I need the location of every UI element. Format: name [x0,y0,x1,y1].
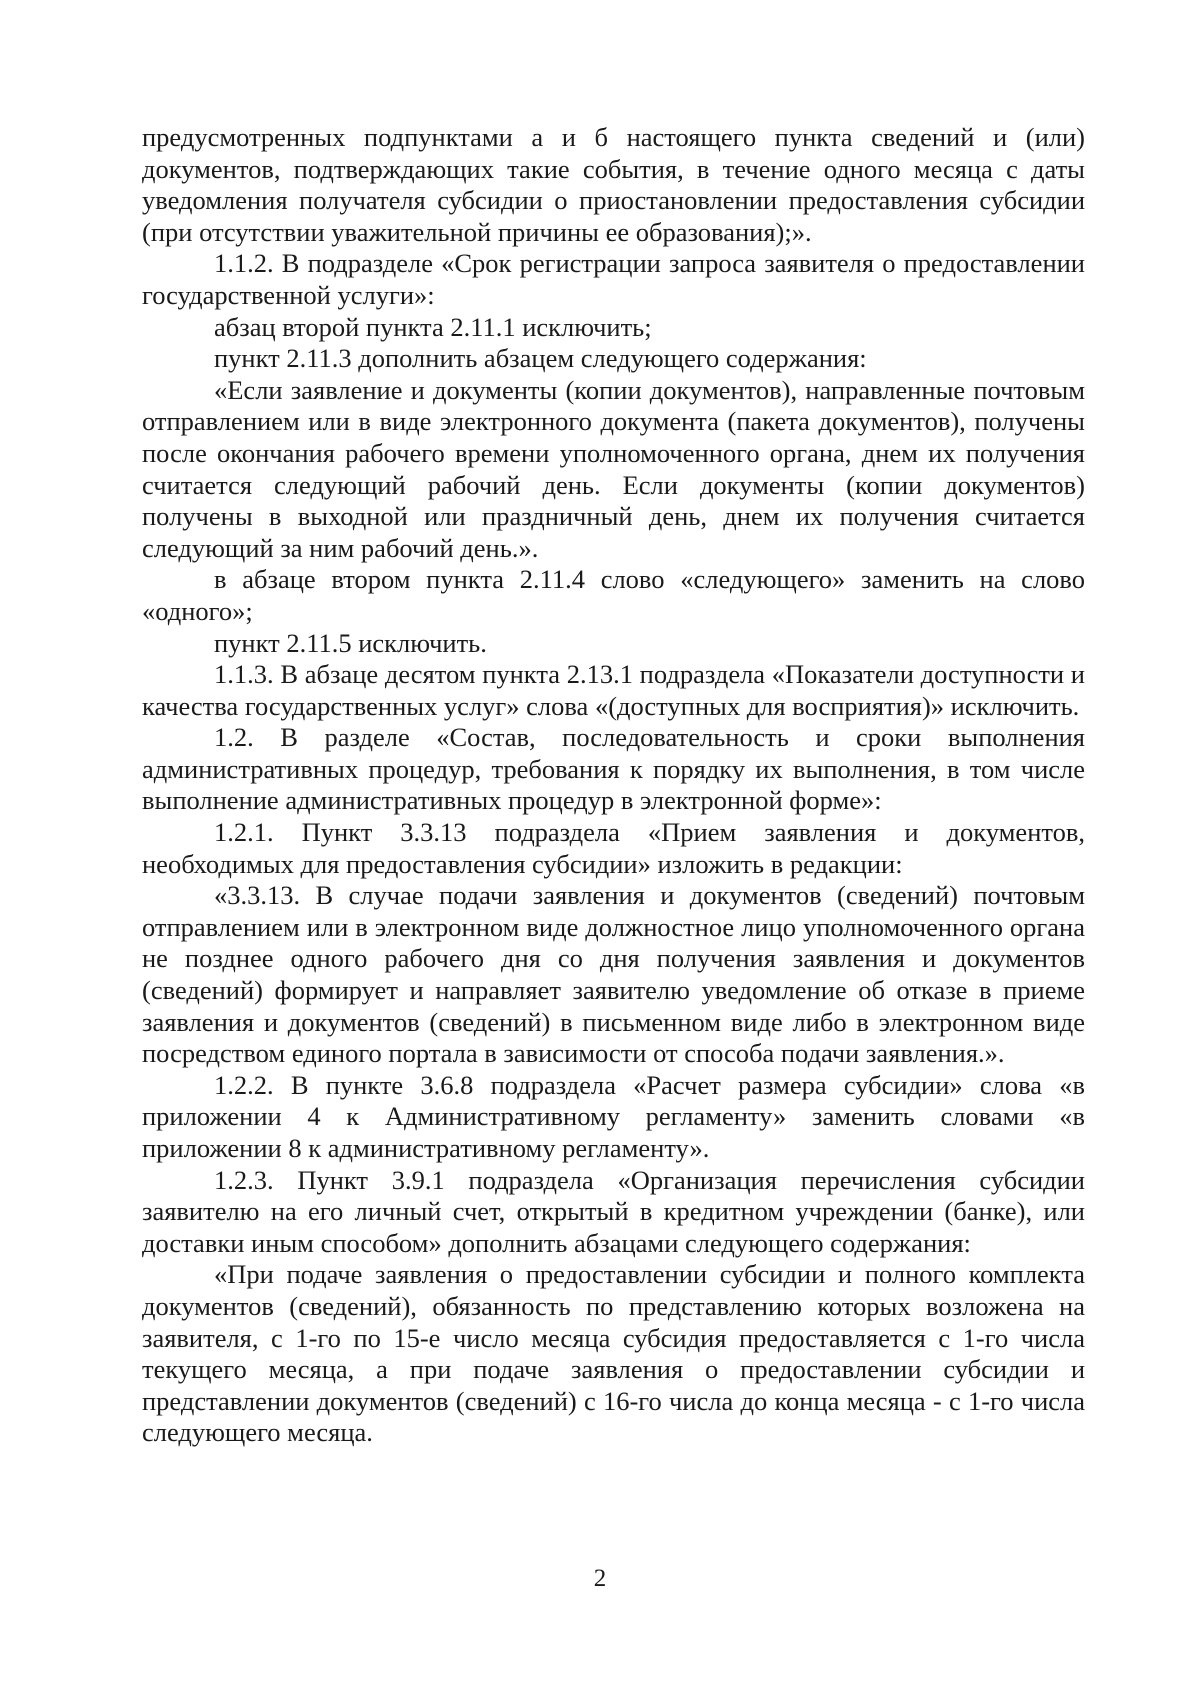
paragraph-1-2-1: 1.2.1. Пункт 3.3.13 подраздела «Прием заявления и документов, необходимых для предоставления субсидии» изложить в редакции: [142,817,1085,879]
paragraph-quote-3-3-13: «3.3.13. В случае подачи заявления и документов (сведений) почтовым отправлением или в электронном виде должностное лицо уполномоченного органа не позднее одного рабочего дня со дня получения заявления и документов (сведений) формирует и направляет заявителю уведомление об отказе в приеме заявления и документов (сведений) в письменном виде либо в электронном виде посредством единого портала в зависимости от способа подачи заявления.». [142,880,1085,1069]
paragraph-punkt-2-11-3: пункт 2.11.3 дополнить абзацем следующего содержания: [214,343,867,374]
paragraph-1-2-2: 1.2.2. В пункте 3.6.8 подраздела «Расчет размера субсидии» слова «в приложении 4 к Административному регламенту» заменить словами «в приложении 8 к административному регламенту». [142,1069,1085,1163]
paragraph-1-1-3: 1.1.3. В абзаце десятом пункта 2.13.1 подраздела «Показатели доступности и качества государственных услуг» слова «(доступных для восприятия)» исключить. [142,659,1085,721]
paragraph-2-11-4: в абзаце втором пункта 2.11.4 слово «следующего» заменить на слово «одного»; [142,564,1085,626]
paragraph-1-2: 1.2. В разделе «Состав, последовательность и сроки выполнения административных процедур, требования к порядку их выполнения, в том числе выполнение административных процедур в электронной форме»: [142,722,1085,816]
document-body [142,122,1085,1449]
paragraph-quote-pri-podache: «При подаче заявления о предоставлении субсидии и полного комплекта документов (сведений), обязанность по представлению которых возложена на заявителя, с 1-го по 15-е число месяца субсидия предоставляется с 1-го числа текущего месяца, а при подаче заявления о предоставлении субсидии и представлении документов (сведений) с 16-го числа до конца месяца - с 1-го числа следующего месяца. [142,1259,1085,1448]
paragraph-2-11-5: пункт 2.11.5 исключить. [214,627,487,658]
paragraph-abzac-2-11-1: абзац второй пункта 2.11.1 исключить; [214,311,652,342]
paragraph-1-1-2: 1.1.2. В подразделе «Срок регистрации запроса заявителя о предоставлении государственной услуги»: [142,248,1085,310]
page-number: 2 [593,1565,607,1592]
paragraph-1-2-3: 1.2.3. Пункт 3.9.1 подраздела «Организация перечисления субсидии заявителю на его личный счет, открытый в кредитном учреждении (банке), или доставки иным способом» дополнить абзацами следующего содержания: [142,1164,1085,1258]
paragraph-quote-esli: «Если заявление и документы (копии документов), направленные почтовым отправлением или в виде электронного документа (пакета документов), получены после окончания рабочего времени уполномоченного органа, днем их получения считается следующий рабочий день. Если документы (копии документов) получены в выходной или праздничный день, днем их получения считается следующий за ним рабочий день.». [142,374,1085,563]
paragraph-continuation: предусмотренных подпунктами а и б настоящего пункта сведений и (или) документов, подтверждающих такие события, в течение одного месяца с даты уведомления получателя субсидии о приостановлении предоставления субсидии (при отсутствии уважительной причины ее образования);». [142,122,1085,247]
